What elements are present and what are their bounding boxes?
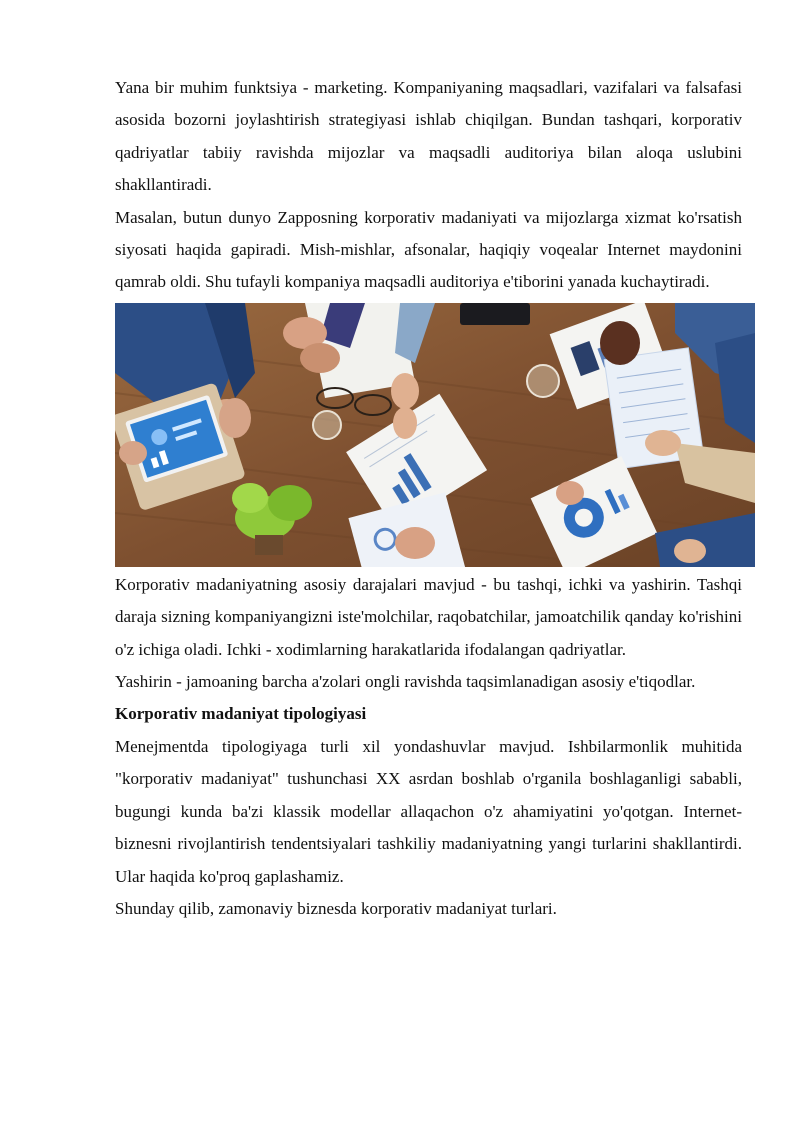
paragraph-hidden-level: Yashirin - jamoaning barcha a'zolari ongli ravishda taqsimlanadigan asosiy e'tiqodlar. — [115, 672, 696, 692]
document-page — [115, 72, 742, 925]
paragraph-zappos: Masalan, butun dunyo Zapposning korporativ madaniyati va mijozlarga xizmat ko'rsatish siyosati haqida gapiradi. Mish-mishlar, afsonalar, haqiqiy voqealar Internet maydonini qamrab oldi. Shu tufayli kompaniya maqsadli auditoriya e'tiborini yanada kuchaytiradi. — [115, 207, 742, 292]
team-meeting-photo — [115, 303, 755, 567]
paragraph-marketing: Yana bir muhim funktsiya - marketing. Kompaniyaning maqsadlari, vazifalari va falsafasi asosida bozorni joylashtirish strategiyasi ishlab chiqilgan. Bundan tashqari, korporativ qadriyatlar tabiiy ravishda mijozlar va maqsadli auditoriya bilan aloqa uslubini shakllantiradi. — [115, 78, 742, 195]
section-heading: Korporativ madaniyat tipologiyasi — [115, 704, 367, 724]
paragraph-typology: Menejmentda tipologiyaga turli xil yondashuvlar mavjud. Ishbilarmonlik muhitida "korporativ madaniyat" tushunchasi XX asrdan boshlab o'rganila boshlaganligi sababli, bugungi kunda ba'zi klassik modellar allaqachon o'z ahamiyatini yo'qotgan. Internet-biznesni rivojlantirish tendentsiyalari tashkiliy madaniyatning yangi turlarini shakllantirdi. Ular haqida ko'proq gaplashamiz. — [115, 736, 742, 886]
paragraph-types-intro: Shunday qilib, zamonaviy biznesda korporativ madaniyat turlari. — [115, 898, 557, 918]
paragraph-levels: Korporativ madaniyatning asosiy darajalari mavjud - bu tashqi, ichki va yashirin. Tashqi daraja sizning kompaniyangizni iste'molchilar, raqobatchilar, jamoatchilik qanday ko'rishini o'z ichiga oladi. Ichki - xodimlarning harakatlarida ifodalangan qadriyatlar. — [115, 574, 742, 659]
